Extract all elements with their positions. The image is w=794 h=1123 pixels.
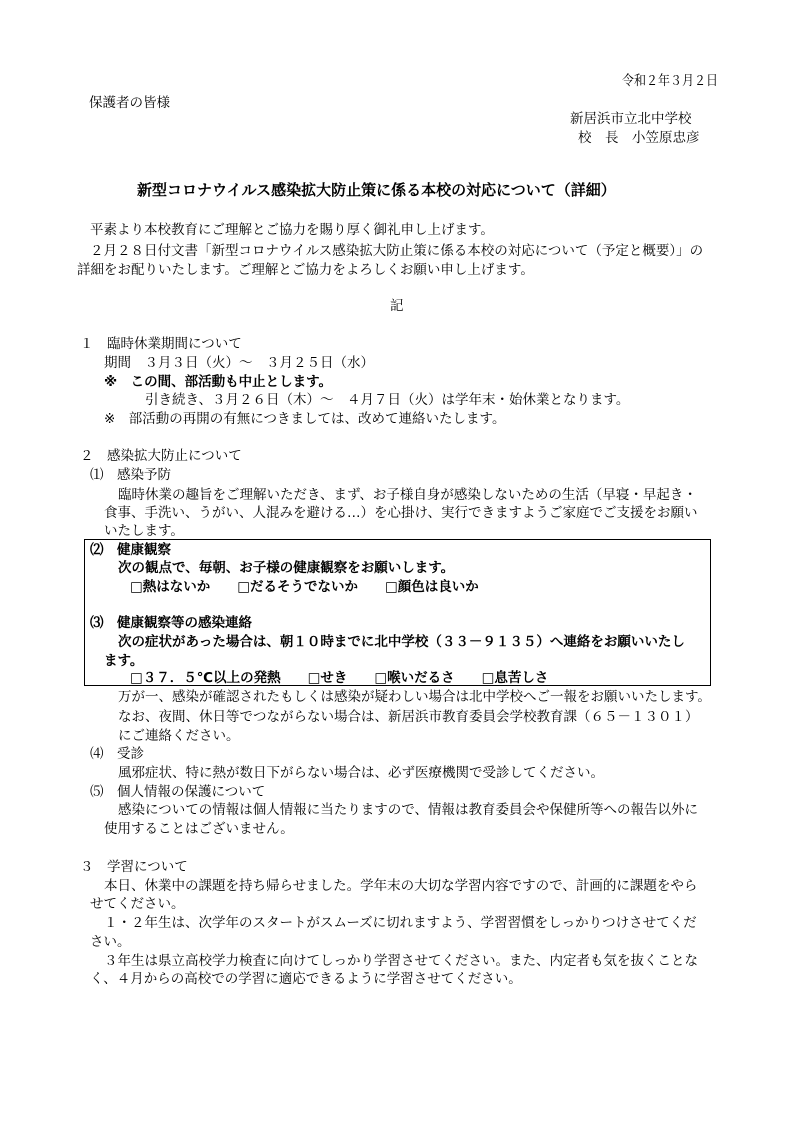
sub2-checklist: □熱はないか □だるそうでないか □顔色は良いか: [130, 579, 479, 595]
section1-heading: １ 臨時休業期間について: [80, 336, 242, 352]
section3-line-1: 本日、休業中の課題を持ち帰らせました。学年末の大切な学習内容ですので、計画的に課題をやら: [104, 878, 698, 894]
section3-line-5: ３年生は県立高校学力検査に向けてしっかり学習させてください。また、内定者も気を抜くことな: [104, 953, 698, 969]
sub3-heading: ⑶ 健康観察等の感染連絡: [90, 615, 252, 631]
sub1-line-3: いたします。: [104, 523, 184, 539]
section3-line-4: さい。: [90, 934, 131, 950]
principal-name: 校 長 小笠原忠彦: [578, 130, 700, 146]
addressee: 保護者の皆様: [89, 95, 170, 111]
section1-note2: ※ 部活動の再開の有無につきましては、改めて連絡いたします。: [104, 411, 506, 427]
intro-line-3: 詳細をお配りいたします。ご理解とご協力をよろしくお願い申し上げます。: [77, 262, 534, 278]
sub5-line-2: 使用することはございません。: [104, 821, 294, 837]
after-box-line-2: なお、夜間、休日等でつながらない場合は、新居浜市教育委員会学校教育課（６５－１３０１）: [118, 709, 699, 725]
sub5-line-1: 感染についての情報は個人情報に当たりますので、情報は教育委員会や保健所等への報告以外に: [118, 802, 698, 818]
sub5-heading: ⑸ 個人情報の保護について: [90, 784, 266, 800]
ki-mark: 記: [390, 298, 404, 314]
sub1-heading: ⑴ 感染予防: [90, 467, 171, 483]
section3-line-6: く、４月からの高校での学習に適応できるように学習させてください。: [90, 971, 522, 987]
sub3-checklist: □３７．５℃以上の発熱 □せき □喉いだるさ □息苦しさ: [130, 670, 549, 686]
sub1-line-2: 食事、手洗い、うがい、人混みを避ける…）を心掛け、実行できますようご家庭でご支援をお願い: [104, 505, 698, 521]
document-title: 新型コロナウイルス感染拡大防止策に係る本校の対応について（詳細）: [137, 181, 616, 199]
sub3-line-1: 次の症状があった場合は、朝１０時までに北中学校（３３－９１３５）へ連絡をお願いいたし: [118, 634, 685, 650]
section3-heading: ３ 学習について: [80, 859, 188, 875]
section1-continue: 引き続き、３月２６日（木）～ ４月７日（火）は学年末・始休業となります。: [145, 392, 630, 408]
section3-line-2: せてください。: [90, 896, 185, 912]
sub4-heading: ⑷ 受診: [90, 746, 144, 762]
sub4-line: 風邪症状、特に熱が数日下がらない場合は、必ず医療機関で受診してください。: [118, 765, 604, 781]
sub3-line-2: ます。: [104, 653, 144, 669]
document-date: 令和２年３月２日: [622, 73, 719, 89]
sub2-heading: ⑵ 健康観察: [90, 542, 171, 558]
section2-heading: ２ 感染拡大防止について: [80, 448, 242, 464]
after-box-line-3: にご連絡ください。: [118, 728, 240, 744]
section3-line-3: １・２年生は、次学年のスタートがスムーズに切れますよう、学習習慣をしっかりつけさせてくだ: [104, 915, 697, 931]
sub1-line-1: 臨時休業の趣旨をご理解いただき、まず、お子様自身が感染しないための生活（早寝・早起き・: [118, 487, 697, 503]
intro-line-1: 平素より本校教育にご理解とご協力を賜り厚く御礼申し上げます。: [90, 222, 494, 238]
school-name: 新居浜市立北中学校: [570, 111, 692, 127]
section1-note-bold: ※ この間、部活動も中止とします。: [104, 374, 333, 390]
sub2-line: 次の観点で、毎朝、お子様の健康観察をお願いします。: [118, 560, 455, 576]
section1-period: 期間 ３月３日（火）～ ３月２５日（水）: [104, 355, 374, 371]
intro-line-2: ２月２８日付文書「新型コロナウイルス感染拡大防止策に係る本校の対応について（予定と概要）」の: [90, 243, 704, 259]
after-box-line-1: 万が一、感染が確認されたもしくは感染が疑わしい場合は北中学校へご一報をお願いいたします。: [118, 689, 711, 705]
